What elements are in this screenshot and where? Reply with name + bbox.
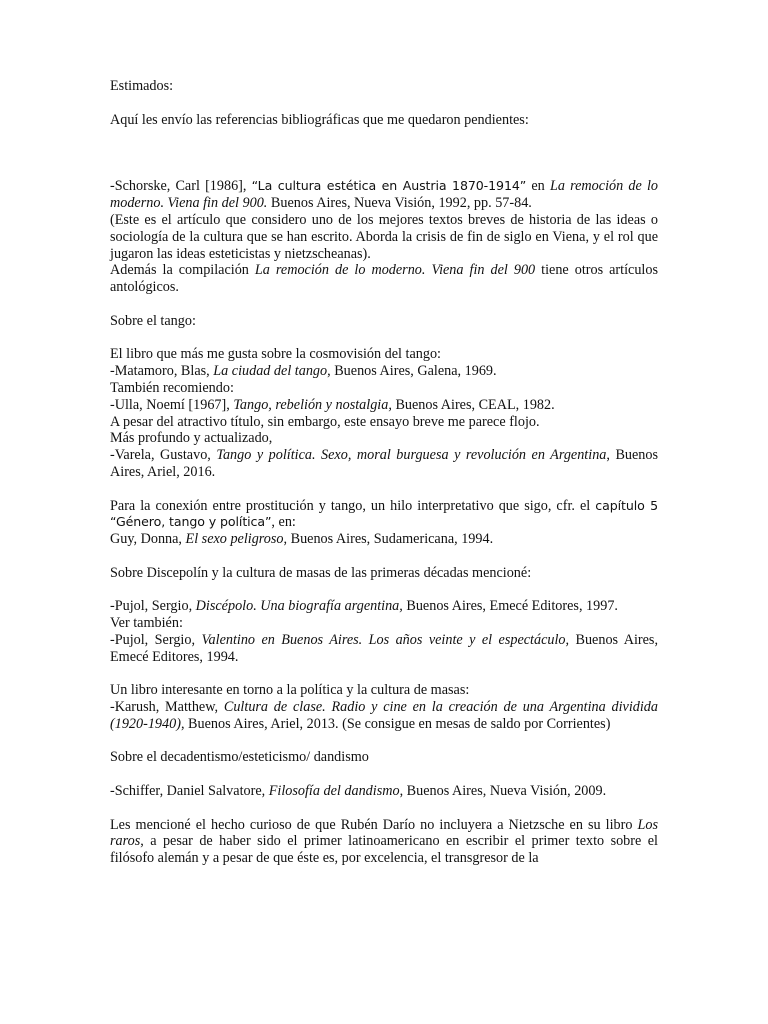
- schorske-also-pre: Además la compilación: [110, 262, 255, 279]
- prostitution-chapter: capítulo 5 “Género, tango y política”: [110, 497, 659, 530]
- varela-book: Tango y política. Sexo, moral burguesa y revolución en Argentina: [216, 447, 607, 464]
- tango-fav-intro: El libro que más me gusta sobre la cosmovisión del tango:: [110, 346, 441, 363]
- prostitution-pre: Para la conexión entre prostitución y tango, un hilo interpretativo que sigo, cfr. el: [110, 497, 596, 514]
- karush-book: Cultura de clase. Radio y cine en la creación de una Argentina dividida (1920-1940): [110, 699, 658, 732]
- ulla-pre: -Ulla, Noemí [1967],: [110, 396, 234, 413]
- matamoro-book: La ciudad del tango: [213, 363, 328, 380]
- pujol2-pre: -Pujol, Sergio,: [110, 631, 202, 648]
- document-page: [110, 78, 658, 867]
- schorske-pub: Buenos Aires, Nueva Visión, 1992, pp. 57-84.: [267, 195, 532, 212]
- intro-text: Aquí les envío las referencias bibliográficas que me quedaron pendientes:: [110, 111, 529, 128]
- ulla-reference: [110, 397, 658, 414]
- pujol2-post: Buenos Aires, Emecé Editores, 1994.: [110, 631, 658, 665]
- tango-heading: Sobre el tango:: [110, 312, 196, 329]
- pujol2-reference: [110, 632, 658, 666]
- varela-post: , Buenos Aires, Ariel, 2016.: [110, 447, 659, 480]
- pujol1-reference: [110, 598, 658, 615]
- guy-book: El sexo peligroso: [185, 531, 284, 548]
- schiffer-pre: -Schiffer, Daniel Salvatore,: [110, 783, 269, 800]
- schorske-also: [110, 262, 658, 296]
- pujol2-book: Valentino en Buenos Aires. Los años veinte y el espectáculo,: [201, 631, 570, 648]
- matamoro-reference: [110, 363, 658, 380]
- karush-pre: -Karush, Matthew,: [110, 699, 224, 716]
- dario-paragraph: [110, 817, 658, 867]
- guy-pre: Guy, Donna,: [110, 531, 186, 548]
- guy-post: , Buenos Aires, Sudamericana, 1994.: [283, 531, 494, 548]
- varela-reference: [110, 447, 658, 481]
- ulla-note: A pesar del atractivo título, sin embargo, este ensayo breve me parece flojo.: [110, 413, 540, 430]
- schiffer-reference: [110, 783, 658, 800]
- guy-reference: [110, 531, 658, 548]
- dario-post: , a pesar de haber sido el primer latinoamericano en escribir el primer texto sobre el filósofo alemán y a pesar de que éste es, por excelencia, el transgresor de la: [110, 833, 658, 867]
- schiffer-book: Filosofía del dandismo: [268, 783, 400, 800]
- schorske-reference: [110, 178, 658, 212]
- matamoro-post: , Buenos Aires, Galena, 1969.: [327, 363, 497, 380]
- karush-post: , Buenos Aires, Ariel, 2013. (Se consigue en mesas de saldo por Corrientes): [180, 715, 611, 732]
- schorske-article-title: “La cultura estética en Austria 1870-1914”: [251, 178, 527, 194]
- dario-pre: Les mencioné el hecho curioso de que Rubén Darío no incluyera a Nietzsche en su libro: [110, 816, 638, 833]
- greeting: Estimados:: [110, 78, 174, 94]
- schorske-author: -Schorske, Carl [1986],: [110, 178, 252, 195]
- ulla-post: Buenos Aires, CEAL, 1982.: [391, 396, 555, 413]
- pujol1-book: Discépolo. Una biografía argentina,: [195, 598, 403, 615]
- matamoro-pre: -Matamoro, Blas,: [110, 363, 214, 380]
- pujol1-post: Buenos Aires, Emecé Editores, 1997.: [402, 598, 618, 615]
- ulla-book: Tango, rebelión y nostalgia,: [233, 396, 392, 413]
- schorske-also-post: tiene otros artículos antológicos.: [110, 262, 658, 296]
- varela-pre: -Varela, Gustavo,: [110, 447, 217, 464]
- dandy-heading: Sobre el decadentismo/esteticismo/ dandismo: [110, 749, 369, 766]
- schorske-also-book: La remoción de lo moderno. Viena fin del 900: [254, 262, 536, 279]
- schorske-in: en: [526, 178, 550, 195]
- see-also: Ver también:: [110, 615, 183, 632]
- also-recommend: También recomiendo:: [110, 379, 234, 396]
- prostitution-post: , en:: [271, 514, 296, 531]
- prostitution-text: [110, 498, 658, 532]
- schorske-note: (Este es el artículo que considero uno de los mejores textos breves de historia de las ideas o sociología de la cultura que se han escrito. Aborda la crisis de fin de siglo en Viena, y el rol que jugaron las ideas esteticistas y nietzscheanas).: [110, 211, 658, 262]
- pujol1-pre: -Pujol, Sergio,: [110, 598, 196, 615]
- deeper-text: Más profundo y actualizado,: [110, 430, 273, 447]
- schiffer-post: , Buenos Aires, Nueva Visión, 2009.: [399, 783, 607, 800]
- dario-book: Los raros: [110, 816, 658, 850]
- discepolin-heading: Sobre Discepolín y la cultura de masas de las primeras décadas mencioné:: [110, 564, 532, 581]
- schorske-book: La remoción de lo moderno. Viena fin del 900.: [110, 178, 658, 212]
- karush-reference: [110, 699, 658, 733]
- politics-heading: Un libro interesante en torno a la política y la cultura de masas:: [110, 682, 470, 699]
